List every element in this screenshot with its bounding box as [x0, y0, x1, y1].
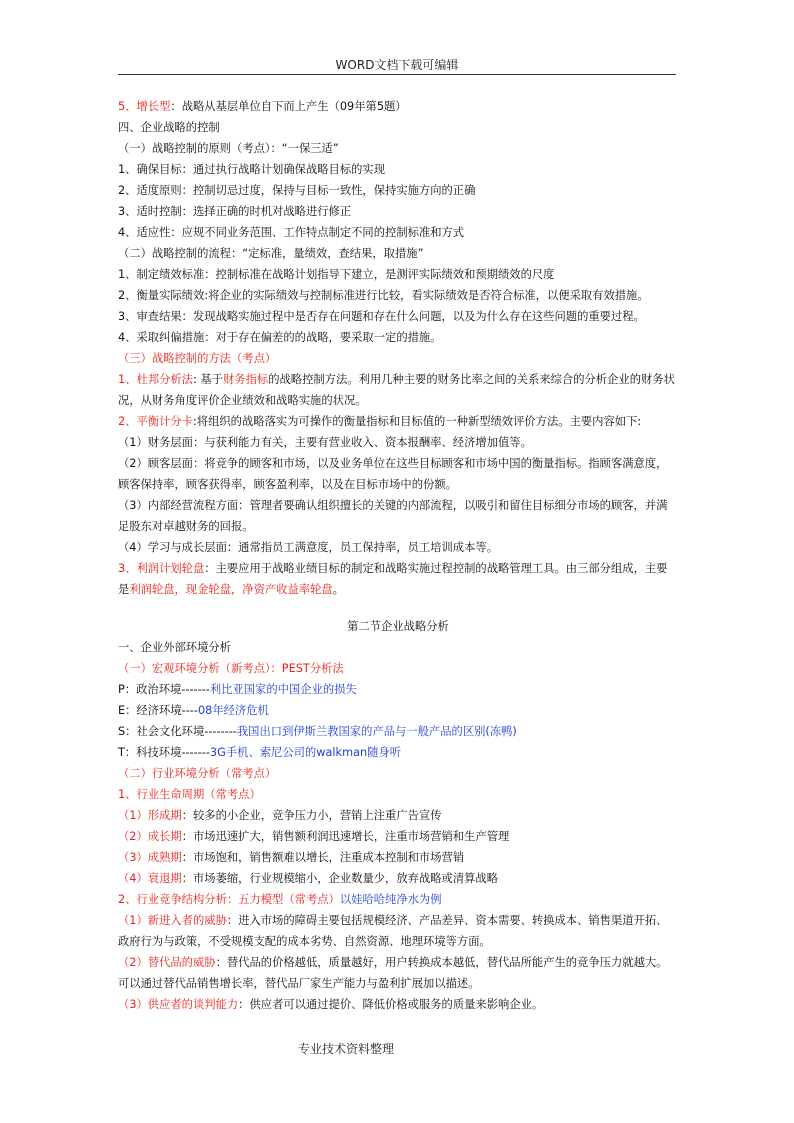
text-line [118, 658, 678, 679]
page-footer: 专业技术资料整理 [298, 1042, 395, 1056]
text-line [118, 721, 678, 742]
text-segment: ：替代品的价格越低，质量越好，用户转换成本越低，替代品所能产生的竞争压力就越大。可以通过替代品销售增长率，替代品厂家生产能力与盈利扩展加以描述。 [118, 956, 668, 990]
text-segment: T：科技环境------- [118, 746, 210, 759]
text-segment: （二）战略控制的流程：“定标准，量绩效，查结果，取措施” [118, 247, 424, 260]
text-segment: （二）行业环境分析（常考点） [118, 767, 277, 780]
text-line [118, 994, 678, 1015]
text-line [118, 558, 678, 600]
text-line [118, 826, 678, 847]
text-line [118, 117, 678, 138]
text-segment: ：市场迅速扩大，销售额利润迅速增长，注重市场营销和生产管理 [181, 830, 510, 843]
text-segment: （3）成熟期 [118, 851, 182, 864]
text-segment: （一）宏观环境分析（新考点）：PEST分析法 [118, 662, 344, 675]
text-segment: 利比亚国家的中国企业的损失 [209, 683, 357, 696]
text-segment: （2）顾客层面：将竞争的顾客和市场，以及业务单位在这些目标顾客和市场中国的衡量指标。指顾客满意度，顾客保持率，顾客获得率，顾客盈利率，以及在目标市场中的份额。 [118, 457, 668, 491]
text-segment: （2）成长期 [118, 830, 182, 843]
text-segment: 利润轮盘，现金轮盘，净资产收益率轮盘 [129, 583, 333, 596]
text-line [118, 805, 678, 826]
text-segment: 2、行业竞争结构分析：五力模型（常考点） [118, 893, 340, 906]
text-line [118, 700, 678, 721]
text-segment: ：战略从基层单位自下而上产生（09年第5题） [170, 100, 407, 113]
text-segment: ：主要应用于战略业绩目标的制定和战略实施过程控制的战略管理工具。由三部分组成，主要是 [118, 562, 668, 596]
text-segment: （3）供应者的谈判能力 [118, 998, 239, 1011]
text-segment: 以娃哈哈纯净水为例 [339, 893, 442, 906]
text-segment: 2、平衡计分卡 [118, 415, 193, 428]
text-line [118, 889, 678, 910]
text-line [118, 763, 678, 784]
text-segment: 1、杜邦分析法 [118, 373, 193, 386]
text-segment: 。 [332, 583, 344, 596]
text-segment: （三）战略控制的方法（考点） [118, 352, 277, 365]
text-segment: 5、增长型 [118, 100, 171, 113]
section-title [118, 616, 678, 637]
text-line [118, 868, 678, 889]
text-line [118, 327, 678, 348]
text-segment: 1、制定绩效标准：控制标准在战略计划指导下建立，是测评实际绩效和预期绩效的尺度 [118, 268, 555, 281]
text-line [118, 742, 678, 763]
text-segment: ：供应者可以通过提价、降低价格或服务的质量来影响企业。 [238, 998, 544, 1011]
text-line [118, 264, 678, 285]
text-segment: 第二节企业战略分析 [347, 620, 449, 633]
text-line [118, 910, 678, 952]
text-segment: :将组织的战略落实为可操作的衡量指标和目标值的一种新型绩效评价方法。主要内容如下: [192, 415, 642, 428]
text-line [118, 285, 678, 306]
text-line [118, 159, 678, 180]
text-segment: 的战略控制方法。利用几种主要的财务比率之间的关系来综合的分析企业的财务状况，从财务角度评价企业绩效和战略实施的状况。 [118, 373, 675, 407]
text-segment: （1）新进入者的威胁 [118, 914, 227, 927]
text-line [118, 369, 678, 411]
text-segment: ：较多的小企业，竞争压力小，营销上注重广告宣传 [181, 809, 442, 822]
text-segment: （3）内部经营流程方面：管理者要确认组织擅长的关键的内部流程，以吸引和留住目标细分市场的顾客，并满足股东对卓越财务的回报。 [118, 499, 668, 533]
text-segment: （1）形成期 [118, 809, 182, 822]
text-segment: 2、衡量实际绩效:将企业的实际绩效与控制标准进行比较，看实际绩效是否符合标准，以便采取有效措施。 [118, 289, 649, 302]
text-segment: 3、利润计划轮盘 [118, 562, 205, 575]
text-segment: 4、采取纠偏措施：对于存在偏差的的战略，要采取一定的措施。 [118, 331, 442, 344]
text-line [118, 784, 678, 805]
text-segment: 3G手机、索尼公司的walkman随身听 [209, 746, 402, 759]
text-segment: ：进入市场的障碍主要包括规模经济、产品差异、资本需要、转换成本、销售渠道开拓、政府行为与政策，不受规模支配的成本劣势、自然资源、地理环境等方面。 [118, 914, 668, 948]
text-segment: （2）替代品的威胁 [118, 956, 216, 969]
text-line [118, 222, 678, 243]
text-segment: （4）学习与成长层面：通常指员工满意度，员工保持率，员工培训成本等。 [118, 541, 498, 554]
text-line [118, 537, 678, 558]
page-header: WORD文档下载可编辑 [335, 58, 459, 72]
text-segment: 4、适应性：应规不同业务范围、工作特点制定不同的控制标准和方式 [118, 226, 465, 239]
text-line [118, 952, 678, 994]
text-segment: S：社会文化环境-------- [118, 725, 237, 738]
document-body [118, 96, 678, 1015]
text-segment: （4）衰退期 [118, 872, 182, 885]
text-line [118, 847, 678, 868]
text-segment: 08年经济危机 [197, 704, 269, 717]
text-line [118, 432, 678, 453]
text-segment: 一、企业外部环境分析 [118, 641, 231, 654]
text-line [118, 96, 678, 117]
text-line [118, 637, 678, 658]
text-segment: P：政治环境------- [118, 683, 210, 696]
text-segment: 3、审查结果：发现战略实施过程中是否存在问题和存在什么问题，以及为什么存在这些问题的重要过程。 [118, 310, 645, 323]
text-segment: 四、企业战略的控制 [118, 121, 220, 134]
text-segment: 2、适度原则：控制切忌过度，保持与目标一致性，保持实施方向的正确 [118, 184, 476, 197]
text-segment: E：经济环境---- [118, 704, 198, 717]
text-segment: ：市场饱和，销售额难以增长，注重成本控制和市场营销 [181, 851, 465, 864]
text-line [118, 411, 678, 432]
paragraph-gap [118, 600, 678, 616]
text-line [118, 201, 678, 222]
text-segment: （一）战略控制的原则（考点）：“一保三适” [118, 142, 339, 155]
text-segment: 我国出口到伊斯兰教国家的产品与一般产品的区别(冻鸭) [236, 725, 517, 738]
text-segment: 3、适时控制：选择正确的时机对战略进行修正 [118, 205, 352, 218]
text-line [118, 306, 678, 327]
text-line [118, 180, 678, 201]
text-line [118, 243, 678, 264]
text-line [118, 495, 678, 537]
text-line [118, 453, 678, 495]
text-line [118, 138, 678, 159]
text-segment: 财务指标 [222, 373, 269, 386]
text-segment: 1、行业生命周期（常考点） [118, 788, 261, 801]
text-segment: : 基于 [192, 373, 223, 386]
text-line [118, 348, 678, 369]
text-segment: 1、确保目标：通过执行战略计划确保战略目标的实现 [118, 163, 386, 176]
text-segment: （1）财务层面：与获利能力有关，主要有营业收入、资本报酬率、经济增加值等。 [118, 436, 532, 449]
text-segment: ：市场萎缩，行业规模缩小，企业数量少，放弃战略或清算战略 [181, 872, 499, 885]
text-line [118, 679, 678, 700]
header-divider [118, 74, 676, 75]
